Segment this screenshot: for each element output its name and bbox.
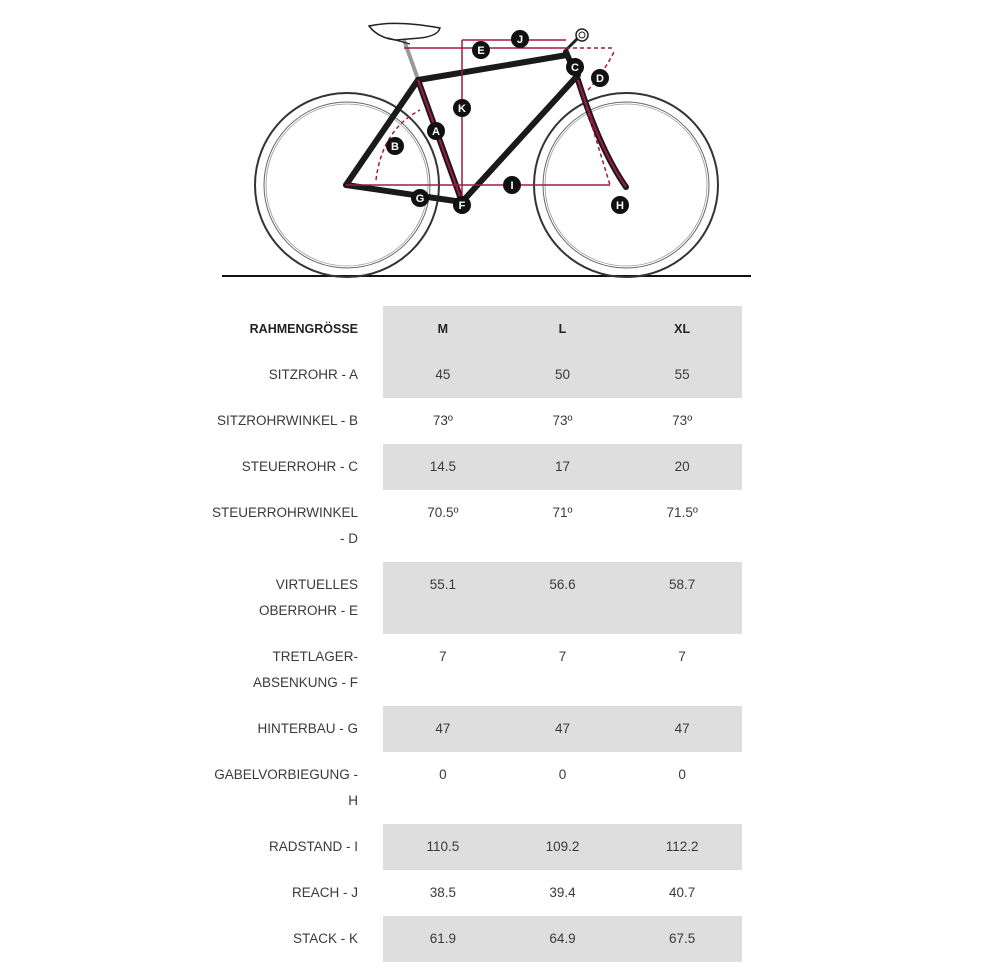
svg-text:K: K [458, 103, 466, 115]
cell-value: 55 [622, 352, 742, 398]
cell-value: 56.6 [503, 562, 623, 634]
bike-frame [346, 52, 626, 202]
cell-value: 61.9 [383, 916, 503, 962]
cell-value: 20 [622, 444, 742, 490]
row-label: STEUERROHRWINKEL - D [211, 505, 358, 546]
cell-value: 112.2 [622, 824, 742, 870]
table-row [206, 562, 742, 634]
svg-text:F: F [458, 200, 466, 212]
marker-i [503, 176, 521, 194]
cell-value: 71.5º [666, 505, 698, 520]
cell-value: 70.5º [427, 505, 459, 520]
marker-d [591, 69, 609, 87]
saddle [369, 23, 440, 82]
table-row [206, 444, 742, 490]
svg-text:I: I [510, 180, 514, 192]
cell-value: 40.7 [669, 885, 696, 900]
cell-value: 64.9 [503, 916, 623, 962]
svg-text:J: J [516, 34, 524, 46]
svg-text:G: G [415, 193, 425, 205]
cell-value: 67.5 [622, 916, 742, 962]
marker-k [453, 99, 471, 117]
svg-text:A: A [432, 126, 440, 138]
svg-text:E: E [477, 45, 485, 57]
row-label: GABELVORBIEGUNG - H [214, 767, 358, 808]
cell-value: 47 [622, 706, 742, 752]
table-row [206, 706, 742, 752]
row-label: STEUERROHR - C [241, 459, 358, 474]
table-row [206, 634, 742, 706]
svg-text:B: B [391, 141, 399, 153]
cell-value: 7 [439, 649, 447, 664]
marker-j [511, 30, 529, 48]
cell-value: 39.4 [549, 885, 576, 900]
row-label: REACH - J [291, 885, 358, 900]
marker-e [472, 41, 490, 59]
cell-value: 14.5 [383, 444, 503, 490]
cell-value: 7 [558, 649, 567, 664]
size-l: L [503, 306, 623, 352]
cell-value: 109.2 [503, 824, 623, 870]
marker-c [566, 58, 584, 76]
size-m: M [383, 306, 503, 352]
cell-value: 58.7 [622, 562, 742, 634]
svg-text:H: H [616, 200, 624, 212]
row-label: STACK - K [292, 931, 358, 946]
table-row [206, 752, 742, 824]
cell-value: 55.1 [383, 562, 503, 634]
row-label: VIRTUELLES OBERROHR - E [258, 577, 358, 618]
svg-text:C: C [571, 62, 579, 74]
cell-value: 47 [503, 706, 623, 752]
cell-value: 0 [439, 767, 447, 782]
table-row [206, 352, 742, 398]
cell-value: 50 [503, 352, 623, 398]
cell-value: 73º [552, 413, 573, 428]
header-label: RAHMENGRÖSSE [249, 322, 358, 336]
cell-value: 45 [383, 352, 503, 398]
row-label: SITZROHR - A [268, 367, 358, 382]
cell-value: 73º [432, 413, 453, 428]
handlebar [566, 29, 588, 50]
row-label: HINTERBAU - G [257, 721, 358, 736]
row-label: SITZROHRWINKEL - B [216, 413, 358, 428]
marker-a [427, 122, 445, 140]
cell-value: 47 [383, 706, 503, 752]
marker-g [411, 189, 429, 207]
size-xl: XL [622, 306, 742, 352]
table-row [206, 398, 742, 444]
table-header-row [206, 306, 742, 352]
marker-f [453, 196, 471, 214]
table-row [206, 870, 742, 916]
table-row [206, 916, 742, 962]
cell-value: 7 [678, 649, 686, 664]
geometry-table [206, 306, 742, 962]
bike-geometry-diagram [0, 0, 1000, 290]
cell-value: 0 [678, 767, 686, 782]
cell-value: 110.5 [383, 824, 503, 870]
cell-value: 38.5 [429, 885, 456, 900]
cell-value: 73º [672, 413, 693, 428]
table-row [206, 824, 742, 870]
marker-h [611, 196, 629, 214]
cell-value: 0 [558, 767, 567, 782]
cell-value: 71º [552, 505, 573, 520]
row-label: RADSTAND - I [268, 839, 358, 854]
marker-b [386, 137, 404, 155]
table-row [206, 490, 742, 562]
svg-text:D: D [596, 73, 604, 85]
row-label: TRETLAGER-ABSENKUNG - F [252, 649, 358, 690]
cell-value: 17 [503, 444, 623, 490]
